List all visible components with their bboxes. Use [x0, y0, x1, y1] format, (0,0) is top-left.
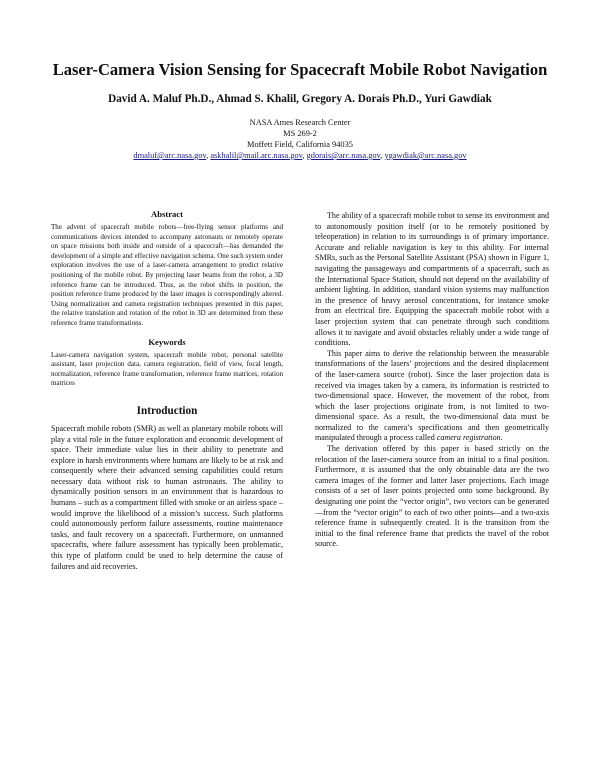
email-link-gawdiak[interactable]: ygawdiak@arc.nasa.gov: [384, 151, 467, 160]
abstract-heading: Abstract: [151, 209, 183, 219]
introduction-heading: Introduction: [136, 404, 198, 417]
paragraph-navigation: The ability of a spacecraft mobile robot to sense its environment and to autonomously position itself (or to be remotely positioned by teleoperation) in relation to its surroundings is of primary importance. Accurate and reliable navigation is key to this ability. For internal SMRs, such as the Personal Satellite Assistant (PSA) shown in Figure 1, navigating the passageways and compartments of a spacecraft, such as the International Space Station, should not depend on the availability of ambient lighting. In addition, standard vision systems may malfunction in the presence of heavy aerosol concentrations, for instance smoke from an electrical fire. Equipping the spacecraft mobile robot with a laser projection system that can penetrate through such conditions allows it to navigate and avoid obstacles reliably under a wide range of conditions.: [315, 211, 549, 348]
keywords-heading: Keywords: [148, 336, 186, 347]
introduction-text: Spacecraft mobile robots (SMR) as well as planetary mobile robots will play a vital role in the future exploration and economic development of space. Their immediate value lies in their ability to penetrate and explore in harsh environments where humans are likely to be at risk and consequently where their advanced sensing capabilities could return necessary data without risk to human astronauts. The ability to dynamically position sensors in an environment that is hazardous to humans – such as a compartment filled with smoke or an airless space – would improve the likelihood of a mission’s success. Such platforms could autonomously perform failure assessments, routine maintenance tasks, and fault recovery on a spacecraft. Furthermore, on unmanned spacecrafts, where failure assessment has typically been problematic, this type of platform could be used to help determine the cause of failures and aid recoveries.: [51, 423, 283, 571]
email-link-khalil[interactable]: askhalil@mail.arc.nasa.gov: [210, 151, 303, 160]
left-column: [51, 209, 283, 572]
paragraph-objective-text: This paper aims to derive the relationship between the measurable transformations of the lasers’ projections and the desired displacement of the laser-camera source (robot). Since the laser projection data is received via images taken by a camera, its information is restricted to two-dimensional space. However, the movement of the robot, from which the laser projections originate from, is not limited to two-dimensional space. As a result, the two-dimensional data must be normalized to the camera’s specifications and then geometrically manipulated through a process called: [315, 348, 549, 443]
affiliation-city: Moffett Field, California 94035: [247, 140, 353, 149]
email-separator: ,: [380, 151, 383, 160]
email-separator: ,: [206, 151, 209, 160]
paper-title: Laser-Camera Vision Sensing for Spacecraft Mobile Robot Navigation: [52, 60, 548, 79]
affiliation-block: [40, 117, 560, 161]
email-link-dorais[interactable]: gdorais@arc.nasa.gov: [306, 151, 381, 160]
keywords-text: Laser-camera navigation system, spacecraft mobile robot, personal satellite assistant, laser projection data, camera registration, field of view, focal length, normalization, reference frame transformation, reference frame matrices, rotation matrices: [51, 350, 283, 388]
author-list: David A. Maluf Ph.D., Ahmad S. Khalil, Gregory A. Dorais Ph.D., Yuri Gawdiak: [108, 93, 492, 105]
email-list: [40, 150, 560, 161]
paragraph-objective: [315, 349, 549, 444]
abstract-text: The advent of spacecraft mobile robots—free-flying sensor platforms and communications devices intended to accompany astronauts or remotely operate on space missions both inside and outside of a spacecraft—has demanded the development of a simple and effective navigation schema. One such system under exploration involves the use of a laser-camera arrangement to predict relative positioning of the mobile robot. By projecting laser beams from the robot, a 3D reference frame can be introduced. Thus, as the robot shifts in position, the position reference frame produced by the laser images is correspondingly altered. Using normalization and camera registration techniques presented in this paper, the relative translation and rotation of the robot in 3D are determined from these reference frame transformations.: [51, 223, 283, 327]
camera-registration-term: camera registration: [436, 433, 501, 443]
email-separator: ,: [302, 151, 305, 160]
affiliation-org: NASA Ames Research Center: [249, 118, 351, 127]
affiliation-mailstop: MS 269-2: [283, 129, 317, 138]
sentence-end: .: [500, 433, 503, 443]
right-column: [315, 209, 549, 550]
email-link-maluf[interactable]: dmaluf@arc.nasa.gov: [133, 151, 207, 160]
paragraph-derivation: The derivation offered by this paper is based strictly on the relocation of the laser-camera source from an initial to a final position. Furthermore, it is assumed that the only obtainable data are the two camera images of the former and latter laser projections. Each image consists of a set of laser points projected onto some background. By designating one point the “vector origin”, two vectors can be generated—from the “vector origin” to each of two other points—and a two-axis reference frame is subsequently created. It is the transition from the initial to the final reference frame that predicts the travel of the robot source.: [315, 444, 549, 549]
